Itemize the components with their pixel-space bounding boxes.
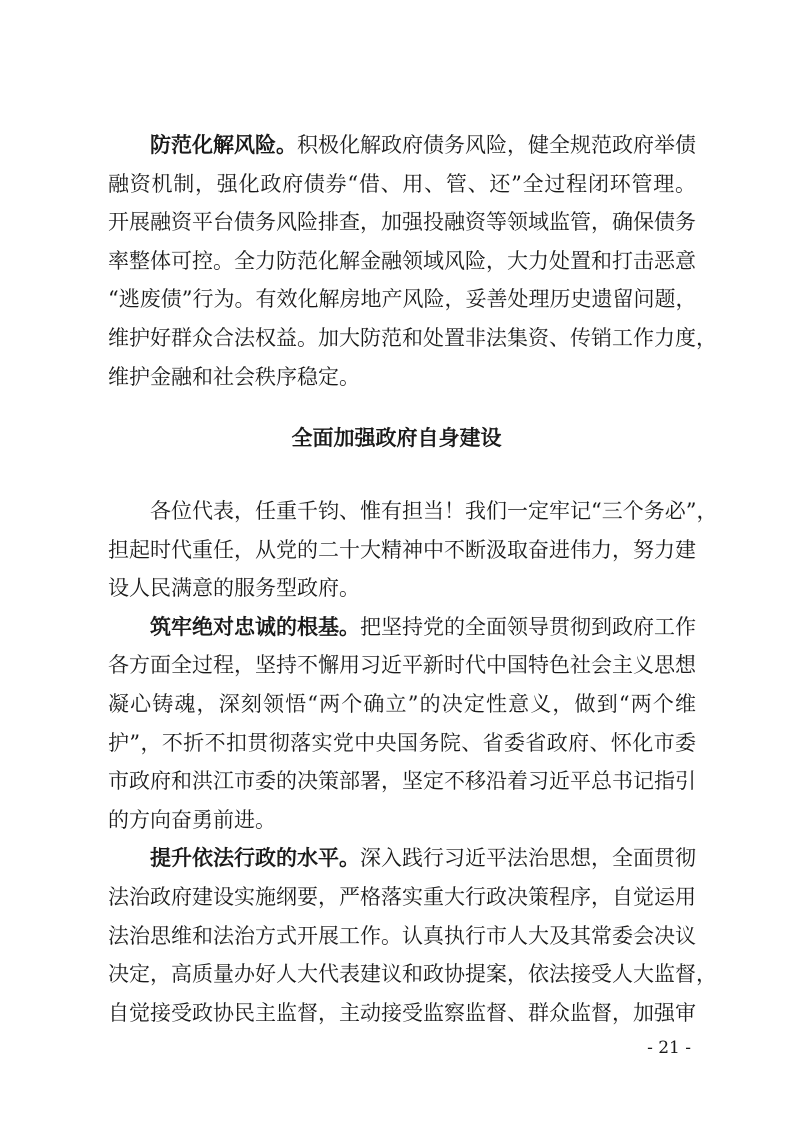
text-line xyxy=(108,646,696,685)
line-text: 市政府和洪江市委的决策部署，坚定不移沿着习近平总书记指引 xyxy=(108,769,696,794)
line-text: 维护好群众合法权益。加大防范和处置非法集资、传销工作力度， xyxy=(108,325,717,350)
text-line xyxy=(108,492,718,531)
line-text: 各方面全过程，坚持不懈用习近平新时代中国特色社会主义思想 xyxy=(108,653,696,678)
text-line xyxy=(108,994,696,1033)
paragraph xyxy=(108,492,718,608)
line-text: 的方向奋勇前进。 xyxy=(108,807,276,832)
section-heading: 全面加强政府自身建设 xyxy=(291,425,502,450)
line-text: 把坚持党的全面领导贯彻到政府工作 xyxy=(360,614,696,639)
line-text: 深入践行习近平法治思想，全面贯彻 xyxy=(360,846,696,871)
line-text: 自觉接受政协民主监督，主动接受监察监督、群众监督，加强审 xyxy=(108,1000,696,1025)
lead-phrase: 提升依法行政的水平。 xyxy=(150,845,360,871)
text-line xyxy=(108,685,696,724)
line-text: 各位代表，任重千钧、惟有担当！我们一定牢记“三个务必”， xyxy=(150,499,718,523)
line-text: “逃废债”行为。有效化解房地产风险，妥善处理历史遗留问题， xyxy=(108,287,697,312)
line-text: 法治政府建设实施纲要，严格落实重大行政决策程序，自觉运用 xyxy=(108,884,696,909)
text-line xyxy=(108,878,696,917)
line-text: 开展融资平台债务风险排查，加强投融资等领域监管，确保债务 xyxy=(108,210,696,235)
text-line xyxy=(108,203,696,242)
line-text: 凝心铸魂，深刻领悟“两个确立”的决定性意义，做到“两个维 xyxy=(108,691,696,716)
line-text: 法治思维和法治方式开展工作。认真执行市人大及其常委会决议 xyxy=(108,923,696,948)
paragraph xyxy=(108,608,696,840)
line-text: 设人民满意的服务型政府。 xyxy=(108,576,360,601)
text-line xyxy=(108,280,696,319)
text-line xyxy=(108,839,696,878)
text-line xyxy=(108,242,696,281)
line-text: 融资机制，强化政府债券“借、用、管、还”全过程闭环管理。 xyxy=(108,171,696,196)
text-line xyxy=(108,126,696,165)
paragraph xyxy=(108,839,717,1032)
text-line xyxy=(108,165,696,204)
line-text: 决定，高质量办好人大代表建议和政协提案，依法接受人大监督， xyxy=(108,962,717,987)
paragraph xyxy=(108,126,717,396)
text-line xyxy=(108,531,696,570)
line-text: 护”，不折不扣贯彻落实党中央国务院、省委省政府、怀化市委 xyxy=(108,730,696,755)
text-line xyxy=(108,569,696,608)
text-line xyxy=(108,917,696,956)
line-text: 积极化解政府债务风险，健全规范政府举债 xyxy=(297,133,696,157)
text-line xyxy=(108,724,696,763)
line-text: 维护金融和社会秩序稳定。 xyxy=(108,364,360,389)
text-line xyxy=(108,608,696,647)
text-line xyxy=(108,955,717,994)
line-text: 担起时代重任，从党的二十大精神中不断汲取奋进伟力，努力建 xyxy=(108,537,696,562)
text-line xyxy=(108,358,696,397)
section-risk xyxy=(108,126,717,396)
page-number: - 21 - xyxy=(647,1038,691,1058)
text-line xyxy=(108,801,696,840)
text-line xyxy=(108,762,696,801)
text-line xyxy=(108,319,717,358)
line-text: 率整体可控。全力防范化解金融领域风险，大力处置和打击恶意 xyxy=(108,248,696,273)
lead-phrase: 筑牢绝对忠诚的根基。 xyxy=(150,613,360,639)
lead-phrase: 防范化解风险。 xyxy=(150,132,297,157)
section-government-building xyxy=(108,492,718,1032)
